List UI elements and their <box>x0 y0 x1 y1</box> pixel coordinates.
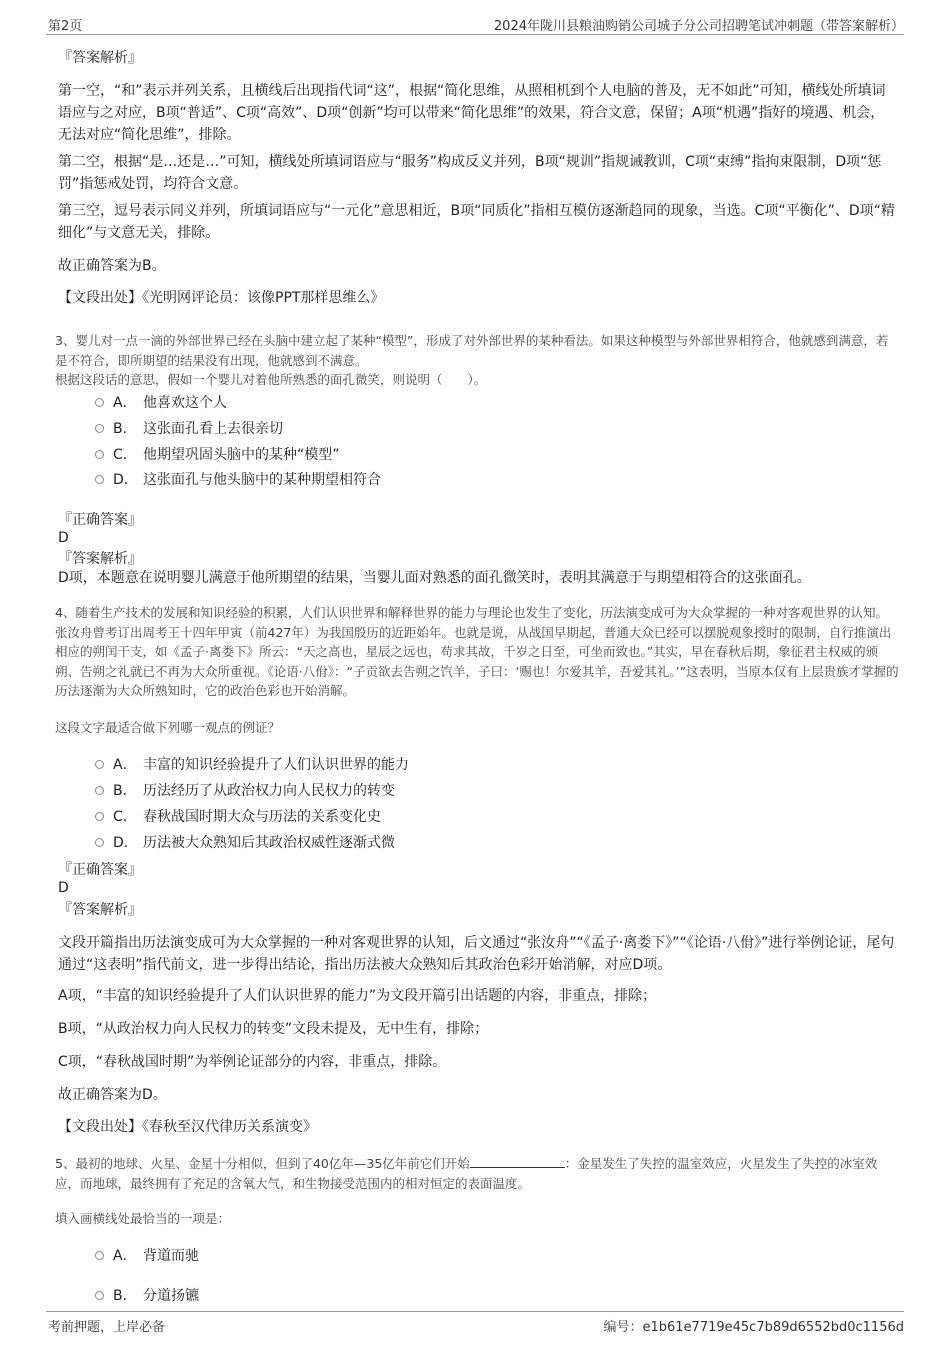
analysis-label: 『答案解析』 <box>58 50 142 66</box>
correct-answer: D <box>58 530 69 546</box>
option-c[interactable]: C． 春秋战国时期大众与历法的关系变化史 <box>95 806 381 826</box>
option-a[interactable]: A． 丰富的知识经验提升了人们认识世界的能力 <box>95 754 409 774</box>
analysis-label: 『答案解析』 <box>58 551 142 567</box>
option-b[interactable]: B． 这张面孔看上去很亲切 <box>95 418 283 438</box>
analysis-paragraph: C项，“春秋战国时期”为举例论证部分的内容，非重点，排除。 <box>58 1054 447 1070</box>
radio-icon[interactable] <box>95 424 104 433</box>
option-d[interactable]: D． 这张面孔与他头脑中的某种期望相符合 <box>95 469 381 489</box>
question-prompt: 根据这段话的意思，假如一个婴儿对着他所熟悉的面孔微笑，则说明（ ）。 <box>55 372 487 387</box>
correct-answer: D <box>58 880 69 896</box>
document-title: 2024年陇川县粮油购销公司城子分公司招聘笔试冲刺题（带答案解析） <box>493 19 904 34</box>
radio-icon[interactable] <box>95 760 104 769</box>
fill-blank <box>470 1155 565 1168</box>
page-number: 第2页 <box>48 19 83 34</box>
analysis-paragraph: 第二空，根据“是…还是…”可知，横线处所填词语应与“服务”构成反义并列，B项“规训”指规诫教训，C项“束缚”指拘束限制，D项“惩罚”指惩戒处罚，均符合文意。 <box>58 154 882 192</box>
radio-icon[interactable] <box>95 812 104 821</box>
source-citation: 【文段出处】《光明网评论员：该像PPT那样思维么》 <box>58 290 385 306</box>
option-c[interactable]: C． 他期望巩固头脑中的某种“模型” <box>95 444 340 464</box>
correct-answer-label: 『正确答案』 <box>58 862 142 878</box>
option-a[interactable]: A． 背道而驰 <box>95 1245 199 1265</box>
page-footer <box>46 1311 904 1336</box>
analysis-paragraph: A项，“丰富的知识经验提升了人们认识世界的能力”为文段开篇引出话题的内容，非重点，排除； <box>58 988 657 1004</box>
correct-answer-label: 『正确答案』 <box>58 512 142 528</box>
answer-conclusion: 故正确答案为B。 <box>58 258 166 274</box>
footer-slogan: 考前押题，上岸必备 <box>48 1320 166 1335</box>
question-stem: 4、随着生产技术的发展和知识经验的积累，人们认识世界和解释世界的能力与理论也发生了变化，历法演变成可为大众掌握的一种对客观世界的认知。张汝舟曾考订出周考王十四年甲寅（前427年）为我国殷历的近距始年。也就是说，从战国早期起，普通大众已经可以摆脱观象授时的限制，自行推演出相应的朔闰干支，如《孟子·离娄下》所云：“天之高也，星辰之远也，苟求其故，千岁之日至，可坐而致也。”其实，早在春秋后期，象征君主权威的颁朔、告朔之礼就已不再为大众所重视。《论语·八佾》：“子贡欲去告朔之饩羊，子曰：‘赐也！尔爱其羊，吾爱其礼。’”这表明，当原本仅有上层贵族才掌握的历法逐渐为大众所熟知时，它的政治色彩也开始消解。 <box>55 605 899 698</box>
radio-icon[interactable] <box>95 1251 104 1260</box>
question-prompt: 这段文字最适合做下列哪一观点的例证？ <box>55 720 281 735</box>
analysis-paragraph: B项，“从政治权力向人民权力的转变”文段未提及，无中生有，排除； <box>58 1021 489 1037</box>
question-prompt: 填入画横线处最恰当的一项是： <box>55 1211 231 1226</box>
source-citation: 【文段出处】《春秋至汉代律历关系演变》 <box>58 1119 317 1135</box>
radio-icon[interactable] <box>95 450 104 459</box>
answer-conclusion: 故正确答案为D。 <box>58 1087 167 1103</box>
option-a[interactable]: A． 他喜欢这个人 <box>95 392 227 412</box>
radio-icon[interactable] <box>95 786 104 795</box>
option-b[interactable]: B． 历法经历了从政治权力向人民权力的转变 <box>95 780 395 800</box>
document-id: 编号：e1b61e7719e45c7b89d6552bd0c1156d <box>603 1320 904 1335</box>
page-header <box>46 12 904 35</box>
radio-icon[interactable] <box>95 475 104 484</box>
analysis-paragraph: 第三空，逗号表示同义并列，所填词语应与“一元化”意思相近，B项“同质化”指相互模仿逐渐趋同的现象，当选。C项“平衡化”、D项“精细化”与文意无关，排除。 <box>58 203 895 241</box>
analysis-paragraph: 文段开篇指出历法演变成可为大众掌握的一种对客观世界的认知，后文通过“张汝舟”“《孟子·离娄下》”“《论语·八佾》”进行举例论证，尾句通过“这表明”指代前文，进一步得出结论，指出历法被大众熟知后其政治色彩开始消解，对应D项。 <box>58 935 895 973</box>
analysis-label: 『答案解析』 <box>58 902 142 918</box>
radio-icon[interactable] <box>95 1291 104 1300</box>
question-stem: 5、最初的地球、火星、金星十分相似，但到了40亿年—35亿年前它们开始 ：金星发生了失控的温室效应，火星发生了失控的冰室效应，而地球，最终拥有了充足的含氧大气，和生物接受范围内的相对恒定的表面温度。 <box>55 1156 878 1191</box>
question-stem: 3、婴儿对一点一滴的外部世界已经在头脑中建立起了某种“模型”，形成了对外部世界的某种看法。如果这种模型与外部世界相符合，他就感到满意，若是不符合，即所期望的结果没有出现，他就感到不满意。 <box>55 333 889 368</box>
radio-icon[interactable] <box>95 838 104 847</box>
radio-icon[interactable] <box>95 398 104 407</box>
analysis-paragraph: D项，本题意在说明婴儿满意于他所期望的结果，当婴儿面对熟悉的面孔微笑时，表明其满意于与期望相符合的这张面孔。 <box>58 570 811 586</box>
option-d[interactable]: D． 历法被大众熟知后其政治权威性逐渐式微 <box>95 832 395 852</box>
option-b[interactable]: B． 分道扬镳 <box>95 1285 199 1305</box>
analysis-paragraph: 第一空，“和”表示并列关系，且横线后出现指代词“这”，根据“简化思维，从照相机到个人电脑的普及，无不如此”可知，横线处所填词语应与之对应，B项“普适”、C项“高效”、D项“创新”均可以带来“简化思维”的效果，符合文意，保留；A项“机遇”指好的境遇、机会，无法对应“简化思维”，排除。 <box>58 83 886 143</box>
